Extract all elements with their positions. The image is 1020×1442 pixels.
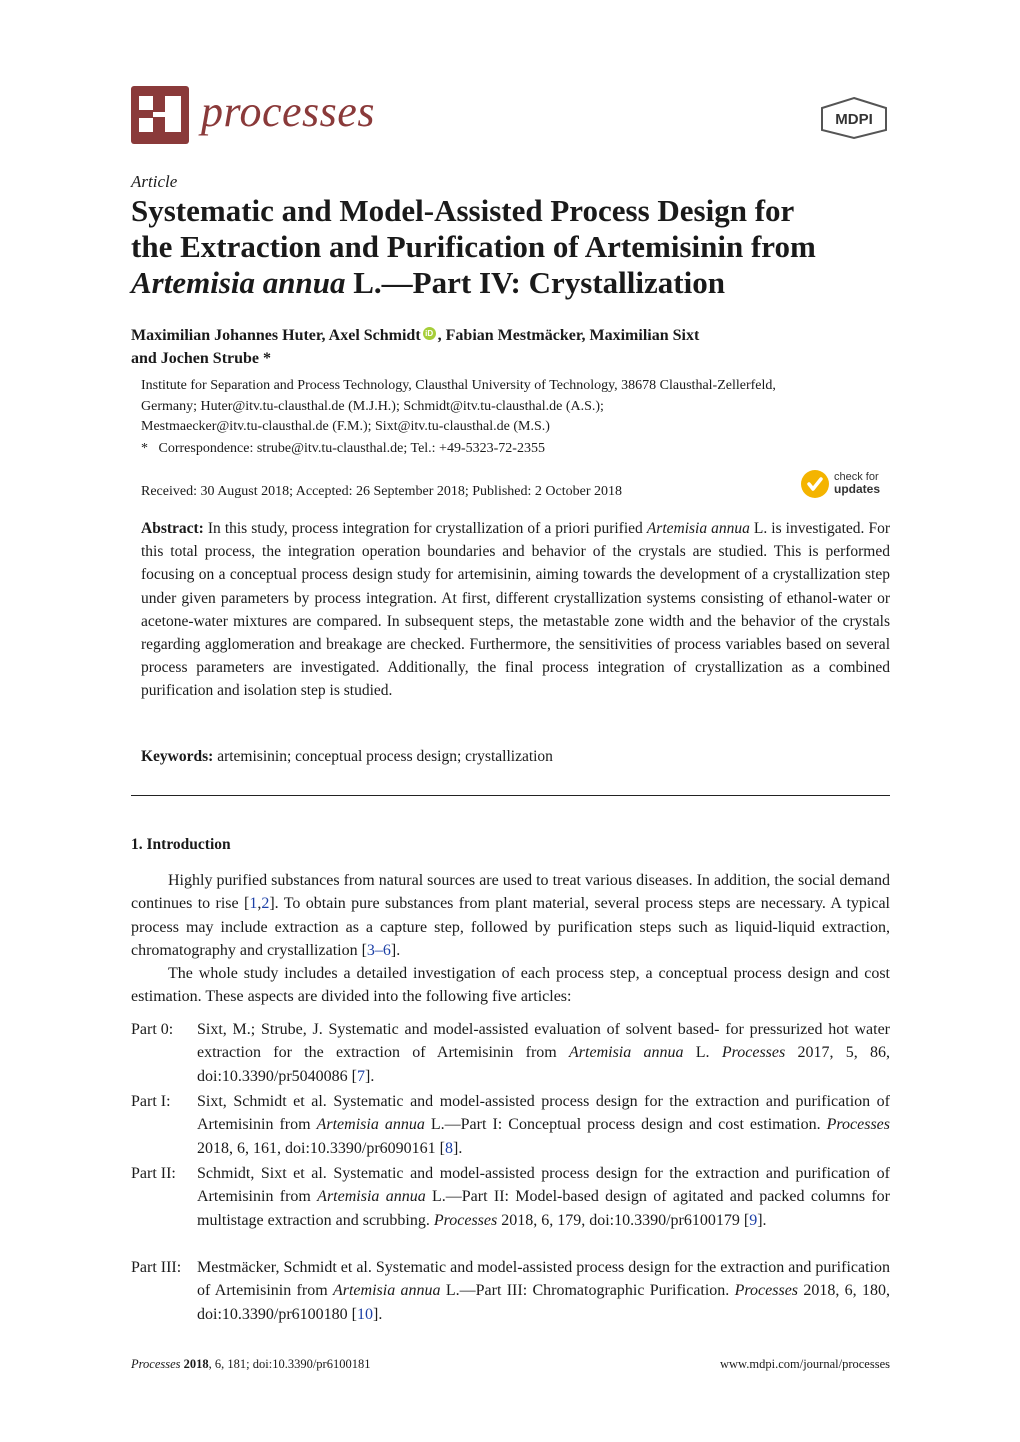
paragraph-text: Highly purified substances from natural sources are used to treat various diseases. In addition, the social demand continues to rise [ [131,872,890,913]
intro-paragraph: The whole study includes a detailed investigation of each process step, a conceptual process design and cost estimation. These aspects are divided into the following five articles: [131,965,890,1006]
keywords-text: artemisinin; conceptual process design; crystallization [213,748,553,765]
part-text-run: L.—Part I: Conceptual process design and cost estimation. [424,1116,827,1134]
check-for-updates-button[interactable] [801,470,891,500]
abstract-text: In this study, process integration for crystallization of a priori purified [203,520,647,537]
part-text-run: Schmidt, Sixt et al. Systematic and model-assisted process design for the extraction and purification of Artemisinin from [197,1165,890,1206]
affiliation-line: Germany; Huter@itv.tu-clausthal.de (M.J.H.); Schmidt@itv.tu-clausthal.de (A.S.); [141,398,604,414]
svg-text:MDPI: MDPI [835,111,873,128]
footer-citation [131,1357,370,1372]
part-journal: Processes [734,1282,799,1300]
title-line: the Extraction and Purification of Artemisinin from [131,229,816,264]
paragraph-text: ]. [390,941,401,959]
part-text-run: Sixt, Schmidt et al. Systematic and model-assisted process design for the extraction and purification of Artemisinin from [197,1093,890,1134]
abstract-label: Abstract: [141,520,204,537]
citation-link[interactable]: 9 [749,1211,758,1229]
part-text-run: ]. [365,1067,375,1085]
title-species: Artemisia annua [131,265,346,300]
abstract-species: Artemisia annua [646,520,750,537]
part-species: Artemisia annua [569,1044,684,1062]
paragraph-text: ]. To obtain pure substances from plant material, several process steps are necessary. A typical process may include extraction as a capture step, followed by purification steps such as liquid-liquid extraction, chromatography and crystallization [ [131,895,890,959]
part-label: Part II: [131,1165,176,1182]
author-list [131,324,891,370]
part-text-run: 2018, 6, 179, doi:10.3390/pr6100179 [ [497,1211,750,1229]
authors-part: Maximilian Johannes Huter, Axel Schmidt [131,327,421,344]
abstract [141,517,890,703]
paragraph-text: , [257,895,262,913]
part-text-run: L.—Part II: Model-based design of agitated and packed columns for multistage extraction and scrubbing. [197,1188,891,1229]
part-text-run: L.—Part III: Chromatographic Purification. [440,1282,735,1300]
title-line-rest: L.—Part IV: Crystallization [345,265,725,300]
correspondence: * Correspondence: strube@itv.tu-clausthal.de; Tel.: +49-5323-72-2355 [141,441,545,456]
part-text-run: 2018, 6, 161, doi:10.3390/pr6090161 [ [197,1139,445,1157]
citation-link[interactable]: 1 [249,895,258,913]
authors-part: , Fabian Mestmäcker, Maximilian Sixt [437,327,700,344]
part-text [197,1162,890,1232]
part-text-run: ]. [757,1211,767,1229]
citation-link[interactable]: 8 [445,1139,453,1157]
journal-url-link[interactable]: www.mdpi.com/journal/processes [720,1357,890,1371]
checkmark-icon [801,470,829,498]
part-text [197,1018,890,1088]
citation-link[interactable]: 7 [357,1067,365,1085]
journal-logo-icon [131,86,189,144]
part-text-run: 2017, 5, 86, doi:10.3390/pr5040086 [ [197,1044,891,1085]
mdpi-logo [818,96,890,140]
keywords-label: Keywords: [141,748,214,765]
part-species: Artemisia annua [316,1116,425,1134]
abstract-text: L. is investigated. For this total process, the integration operation boundaries and behavior of the crystals are studied. This is performed focusing on a conceptual process design study for artemisinin, aiming towards the development of a crystallization step under given parameters by process integration. At first, different crystallization systems consisting of ethanol-water or acetone-water mixtures are compared. In subsequent steps, the metastable zone width and the behavior of the crystals regarding agglomeration and breakage are checked. Furthermore, the sensitivities of process variables based on several process parameters are investigated. Additionally, the final process integration of crystallization as a combined purification and isolation step is studied. [141,520,890,700]
journal-name: processes [201,87,375,136]
citation-link[interactable]: 3–6 [366,941,391,959]
affiliation-line: Institute for Separation and Process Technology, Clausthal University of Technology, 38678 Clausthal-Zellerfeld, [141,378,776,393]
citation-link[interactable]: 2 [261,895,270,913]
footer-journal: Processes [131,1357,181,1371]
part-text-run: L. [683,1044,722,1062]
part-species: Artemisia annua [317,1188,426,1206]
divider [131,795,890,796]
part-text [197,1090,890,1160]
part-label: Part I: [131,1093,171,1110]
section-heading: 1. Introduction [131,836,231,853]
part-journal: Processes [721,1044,786,1062]
part-text [197,1256,890,1326]
publication-dates: Received: 30 August 2018; Accepted: 26 September 2018; Published: 2 October 2018 [141,484,622,499]
article-type: Article [131,172,178,191]
affiliation [141,376,901,438]
part-text-run: Mestmäcker, Schmidt et al. Systematic and model-assisted process design for the extraction and purification of Artemisinin from [197,1259,890,1300]
citation-link[interactable]: 10 [357,1305,373,1323]
orcid-icon[interactable]: iD [423,327,436,340]
part-label: Part 0: [131,1021,174,1038]
footer-doi: , 6, 181; doi:10.3390/pr6100181 [208,1357,371,1371]
intro-paragraph [131,869,890,962]
affiliation-line: Mestmaecker@itv.tu-clausthal.de (F.M.); Sixt@itv.tu-clausthal.de (M.S.) [141,419,550,434]
updates-label: updates [834,482,881,496]
article-title [131,193,891,301]
part-species: Artemisia annua [332,1282,441,1300]
footer-year: 2018 [183,1357,209,1371]
part-journal: Processes [826,1116,890,1134]
part-label: Part III: [131,1259,182,1276]
part-journal: Processes [433,1211,498,1229]
part-text-run: 2018, 6, 180, doi:10.3390/pr6100180 [ [197,1282,891,1323]
title-line [131,265,891,301]
part-text-run: ]. [453,1139,463,1157]
check-label: check for [834,471,879,483]
keywords [141,748,890,766]
authors-part: and Jochen Strube * [131,350,272,367]
part-text-run: ]. [373,1305,383,1323]
part-text-run: Sixt, M.; Strube, J. Systematic and model-assisted evaluation of solvent based- for pressurized hot water extraction for the extraction of Artemisinin from [197,1021,890,1062]
title-line: Systematic and Model-Assisted Process Design for [131,193,795,228]
